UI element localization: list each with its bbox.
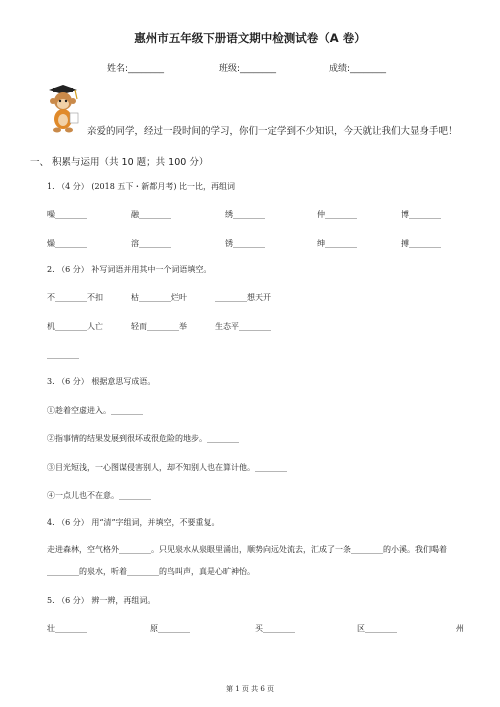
- monkey-mascot-icon: [44, 85, 84, 135]
- question-1: 1. （4 分） (2018 五下・新都月考) 比一比，再组词: [47, 182, 236, 191]
- q3-item: ③目光短浅，一心图谋侵害别人，却不知别人也在算计他。________: [47, 463, 287, 472]
- page-footer: 第 1 页 共 6 页: [225, 685, 275, 693]
- score-field: 成绩:________: [329, 64, 387, 74]
- section-heading: 一、 积累与运用（共 10 题；共 100 分）: [30, 157, 209, 168]
- question-3: 3. （6 分） 根据意思写成语。: [47, 377, 156, 386]
- q2-cell: 不________不扣: [47, 293, 103, 302]
- q1-cell: 溶________: [131, 239, 171, 248]
- q1-cell: 燥________: [47, 239, 87, 248]
- q5-cell: 壮________: [47, 624, 87, 633]
- q2-answer-blank: ________: [47, 350, 79, 359]
- q2-cell: ________想天开: [215, 293, 271, 302]
- class-field: 班级:________: [219, 64, 277, 74]
- q1-cell: 锈________: [225, 239, 265, 248]
- q1-cell: 融________: [131, 210, 171, 219]
- q2-cell: 枯________烂叶: [131, 293, 187, 302]
- q1-cell: 仲________: [317, 210, 357, 219]
- q2-cell: 机________人亡: [47, 322, 103, 331]
- q3-item: ②指事情的结果发展到很坏或很危险的地步。________: [47, 434, 239, 443]
- q4-paragraph: 走进森林，空气格外________。只见泉水从泉眼里涌出，顺势向远处流去，汇成了一条________的小溪。我们喝着________的泉水，听着________的鸟叫声，真是心旷神怡。: [47, 545, 447, 576]
- page-title: 惠州市五年级下册语文期中检测试卷（A 卷）: [134, 31, 366, 45]
- question-2: 2. （6 分） 补写词语并用其中一个词语填空。: [47, 265, 212, 274]
- greeting-text: 亲爱的同学，经过一段时间的学习，你们一定学到不少知识，今天就让我们大显身手吧！: [87, 126, 458, 137]
- q5-cell: 州: [456, 624, 464, 633]
- q1-cell: 绣________: [225, 210, 265, 219]
- q2-cell: 轻而________举: [131, 322, 187, 331]
- q1-cell: 搏________: [401, 239, 441, 248]
- q5-cell: 原________: [150, 624, 190, 633]
- q1-cell: 绅________: [317, 239, 357, 248]
- q5-cell: 买________: [255, 624, 295, 633]
- q1-cell: 博________: [401, 210, 441, 219]
- q2-cell: 生态平________: [215, 322, 271, 331]
- name-field: 姓名:________: [107, 64, 165, 74]
- q3-item: ④一点儿也不在意。________: [47, 491, 151, 500]
- question-4: 4. （6 分） 用“清”字组词，并填空，不要重复。: [47, 518, 220, 527]
- q5-cell: 区________: [357, 624, 397, 633]
- question-5: 5. （6 分） 辨一辨，再组词。: [47, 596, 156, 605]
- q1-cell: 噪________: [47, 210, 87, 219]
- q3-item: ①趁着空虚进入。________: [47, 406, 143, 415]
